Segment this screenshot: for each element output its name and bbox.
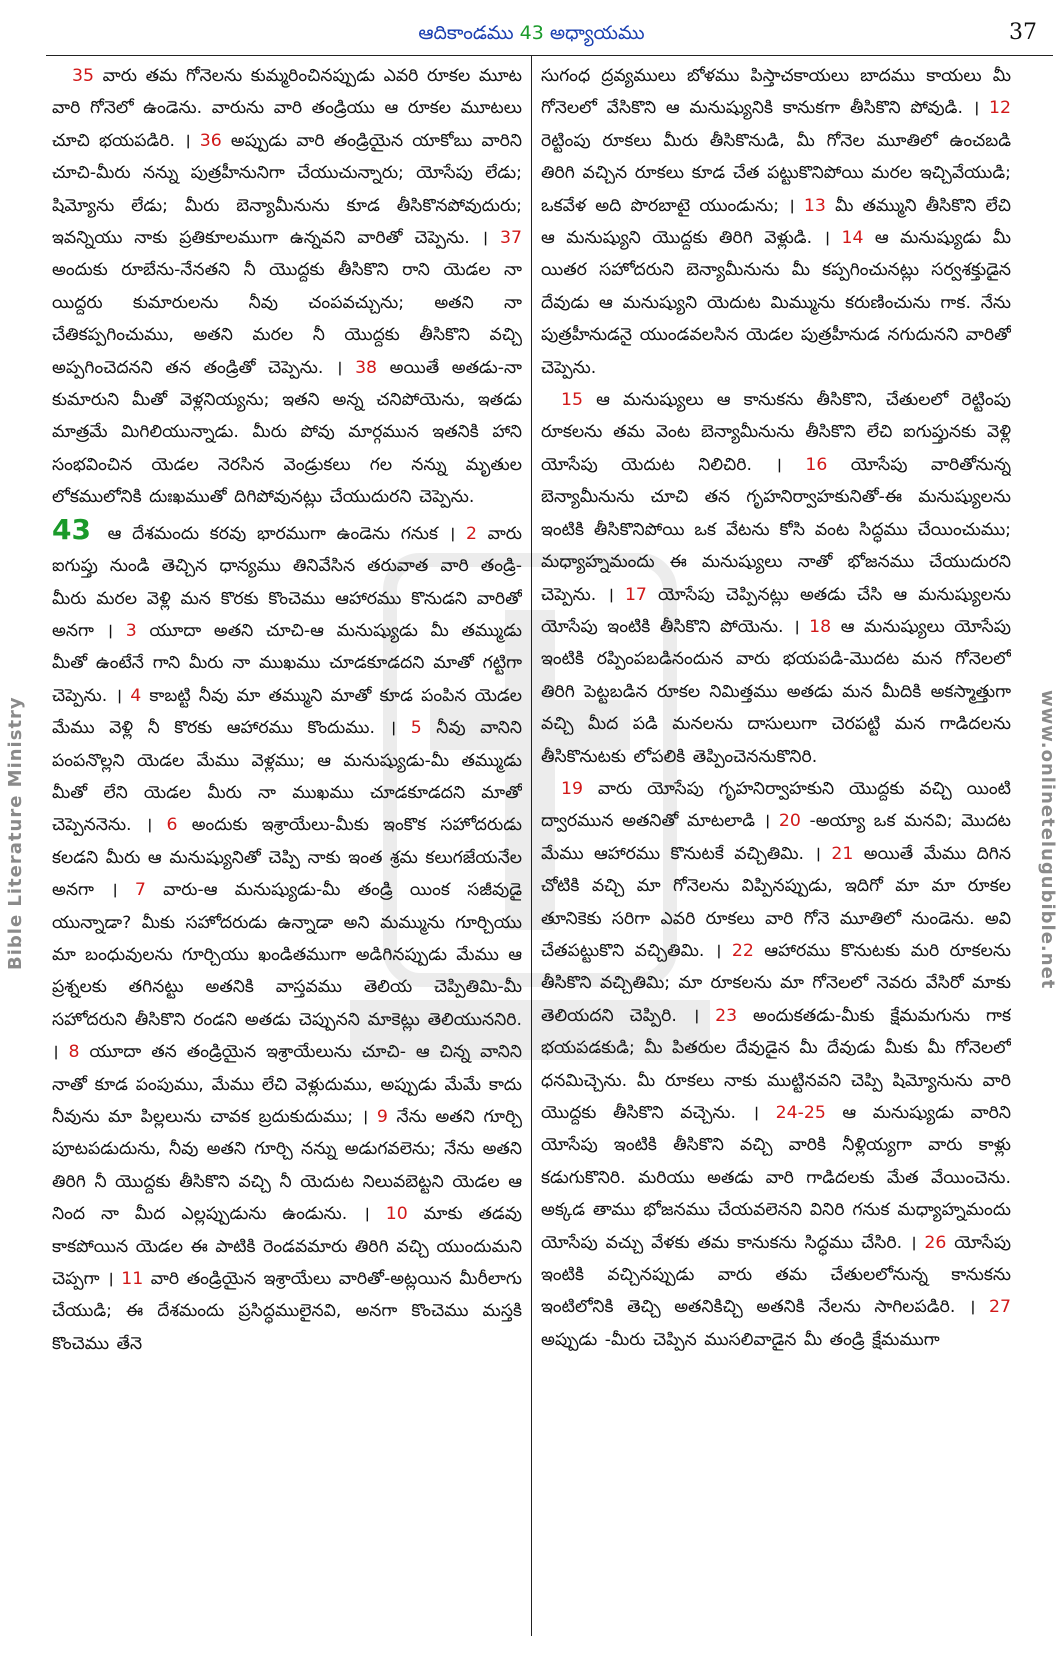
- verse-text: యూదా అతని చూచి-ఆ మనుష్యుడు మీ తమ్ముడు మీతో ఉంటేనే గాని మీరు నా ముఖము చూడకూడదని మాతో గట్టిగా చెప్పెను. ।: [52, 620, 522, 706]
- side-ministry-text: Bible Literature Ministry: [5, 696, 26, 970]
- book-title: ఆదికాండము: [418, 22, 514, 44]
- verse-text: యోసేపు వారితోనున్న బెన్యామీనును చూచి తన గృహనిర్వాహకునితో-ఈ మనుష్యులను ఇంటికి తీసికొనిపోయి ఒక వేటను కోసి వంట సిద్ధము చేయించుము; మధ్యాహ్నమందు ఈ మనుష్యులు నాతో భోజనము చేయుదురని చెప్పెను. ।: [541, 454, 1011, 605]
- verse-number: 17: [624, 584, 647, 605]
- verse-text: అప్పుడు వారి తండ్రియైన యాకోబు వారిని చూచి-మీరు నన్ను పుత్రహీనునిగా చేయుచున్నారు; యోసేపు లేడు; షిమ్యోను లేడు; మీరు బెన్యామీనును కూడ తీసికొనపోవుదురు; ఇవన్నియు నాకు ప్రతికూలముగా ఉన్నవని వారితో చెప్పెను. ।: [52, 130, 522, 249]
- verse-text: అప్పుడు -మీరు చెప్పిన ముసలివాడైన మీ తండ్రి క్షేమముగా: [541, 1329, 940, 1350]
- verse-number: 35: [72, 66, 94, 86]
- verse-text: నేను అతని గూర్చి పూటపడుదును, నీవు అతని గూర్చి నన్ను అడుగవలెను; నేను అతని తిరిగి నీ యొద్దకు తీసికొని వచ్చి నీ యెదుట నిలువబెట్టని యెడల ఆ నింద నా మీద ఎల్లప్పుడును ఉండును. ।: [52, 1107, 522, 1225]
- verse-number: 22: [731, 940, 754, 961]
- verse-number: 37: [500, 228, 522, 249]
- verse-text: అందుకు రూబేను-నేనతని నీ యొద్దకు తీసికొని రాని యెడల నా యిద్దరు కుమారులను నీవు చంపవచ్చును; అతని నా చేతికప్పగించుము, అతని మరల నీ యొద్దకు తీసికొని వచ్చి అప్పగించెదనని తన తండ్రితో చెప్పెను. ।: [52, 260, 522, 378]
- verse-text: మీ తమ్ముని తీసికొని లేచి ఆ మనుష్యుని యొద్దకు తిరిగి వెళ్లుడి. ।: [541, 195, 1011, 249]
- verse-number: 11: [121, 1269, 144, 1290]
- verse-text: యోసేపు చెప్పినట్లు అతడు చేసి ఆ మనుష్యులను యోసేపు ఇంటికి తీసికొని పోయెను. ।: [541, 584, 1011, 637]
- right-column: [541, 60, 1011, 1645]
- running-title: [0, 22, 1063, 49]
- verse-number: 6: [166, 815, 178, 836]
- verse-number: 27: [989, 1297, 1011, 1318]
- verse-text: అయితే అతడు-నా కుమారుని మీతో వెళ్లనియ్యను; ఇతని అన్న చనిపోయెను, ఇతడు మాత్రమే మిగిలియున్నాడు. మీరు పోవు మార్గమున ఇతనికి హాని సంభవించిన యెడల నెరసిన వెండ్రుకలు గల నన్ను మృతుల లోకములోనికి దుఃఖముతో దిగిపోవునట్లు చేయుదురని చెప్పెను.: [52, 357, 522, 508]
- verse-text: నీవు వానిని పంపనొల్లని యెడల మేము వెళ్లము; ఆ మనుష్యుడు-మీ తమ్ముడు మీతో లేని యెడల మీరు నా ముఖము చూడకూడదని మాతో చెప్పెననెను. ।: [52, 718, 522, 836]
- verse-text: వారు-ఆ మనుష్యుడు-మీ తండ్రి యింక సజీవుడై యున్నాడా? మీకు సహోదరుడు ఉన్నాడా అని మమ్మును గూర్చియు మా బంధువులను గూర్చియు ఖండితముగా అడిగినప్పుడు మేము ఆ ప్రశ్నలకు తగినట్టు అతనికి వాస్తవము తెలియ చెప్పితిమి-మీ సహోదరుని తీసికొని రండని అతడు చెప్పునని మాకెట్లు తెలియుననిరి. ।: [52, 880, 522, 1063]
- paragraph: [541, 773, 1011, 1356]
- verse-text: ఆహారము కొనుటకు మరి రూకలను తీసికొని వచ్చితిమి; మా రూకలను మా గోనెలలో నెవరు వేసిరో మాకు తెలియదని చెప్పిరి. ।: [541, 940, 1011, 1026]
- header-rule: [46, 55, 1053, 56]
- verse-text: వారు తమ గోనెలను కుమ్మరించినప్పుడు ఎవరి రూకల మూట వారి గోనెలో ఉండెను. వారును వారి తండ్రియు ఆ రూకల మూటలు చూచి భయపడిరి. ।: [52, 66, 522, 151]
- verse-text: వారి తండ్రియైన ఇశ్రాయేలు వారితో-అట్లయిన మీరీలాగు చేయుడి; ఈ దేశమందు ప్రసిద్ధములైనవి, అనగా కొంచెము మస్తకి కొంచెము తేనె: [52, 1269, 522, 1354]
- verse-number: 3: [125, 620, 137, 641]
- verse-number: 10: [385, 1204, 408, 1225]
- side-website-text: www.onlinetelugubible.net: [1037, 690, 1058, 990]
- chapter-word: అధ్యాయము: [549, 22, 645, 44]
- verse-number: 5: [410, 718, 422, 739]
- verse-text: -అయ్యా ఒక మనవి; మొదట మేము ఆహారము కొనుటకే వచ్చితిమి. ।: [541, 811, 1011, 864]
- verse-text: యోసేపు ఇంటికి వచ్చినప్పుడు వారు తమ చేతులలోనున్న కానుకను ఇంటిలోనికి తెచ్చి అతనికిచ్చి అతనికి నేలను సాగిలపడిరి. ।: [541, 1232, 1011, 1318]
- verse-text: ఆ మనుష్యుడు వారిని యోసేపు ఇంటికి తీసికొని వచ్చి వారికి నీళ్లియ్యగా వారు కాళ్లు కడుగుకొనిరి. మరియు అతడు వారి గాడిదలకు మేత వేయించెను. అక్కడ తాము భోజనము చేయవలెనని వినిరి గనుక మధ్యాహ్నమందు యోసేపు వచ్చు వేళకు తమ కానుకను సిద్ధము చేసిరి. ।: [541, 1103, 1011, 1253]
- verse-number: 23: [715, 1005, 738, 1026]
- verse-number: 24-25: [775, 1103, 826, 1123]
- verse-number: 19: [561, 778, 583, 799]
- paragraph: [541, 60, 1011, 384]
- page-header: [0, 0, 1063, 62]
- verse-text: అయితే మేము దిగిన చోటికి వచ్చి మా గోనెలను విప్పినప్పుడు, ఇదిగో మా మా రూకల తూనికెకు సరిగా ఎవరి రూకలు వారి గోనె మూతిలో నుండెను. అవి చేతపట్టుకొని వచ్చితిమి. ।: [541, 843, 1011, 961]
- verse-number: 21: [831, 843, 854, 864]
- verse-number: 4: [130, 685, 142, 706]
- chapter-number: 43: [519, 22, 544, 44]
- verse-number: 15: [561, 390, 583, 411]
- page-number: 37: [1009, 20, 1037, 45]
- verse-number: 18: [809, 616, 832, 637]
- verse-text: సుగంధ ద్రవ్యములు బోళము పిస్తాచకాయలు బాదము కాయలు మీ గోనెలలో వేసికొని ఆ మనుష్యునికి కానుకగా తీసికొని పోవుడి. ।: [541, 66, 1011, 119]
- verse-text: వారు ఐగుప్తు నుండి తెచ్చిన ధాన్యము తినివేసిన తరువాత వారి తండ్రి-మీరు మరల వెళ్లి మన కొరకు కొంచెము ఆహారము కొనుడని వారితో అనగా ।: [52, 523, 522, 641]
- verse-text: యూదా తన తండ్రియైన ఇశ్రాయేలును చూచి- ఆ చిన్న వానిని నాతో కూడ పంపుము, మేము లేచి వెళ్లుదుము, అప్పుడు మేమే కాదు నీవును మా పిల్లలును చావక బ్రదుకుదుము; ।: [52, 1042, 522, 1127]
- verse-text: వారు యోసేపు గృహనిర్వాహకుని యొద్దకు వచ్చి యింటి ద్వారమున అతనితో మాటలాడి ।: [541, 778, 1011, 832]
- verse-text: మాకు తడవు కాకపోయిన యెడల ఈ పాటికి రెండవమారు తిరిగి వచ్చి యుందుమని చెప్పగా ।: [52, 1204, 522, 1290]
- paragraph: [52, 514, 522, 1361]
- verse-number: 38: [355, 357, 378, 378]
- verse-text: రెట్టింపు రూకలు మీరు తీసికొనుడి, మీ గోనెల మూతిలో ఉంచబడి తిరిగి వచ్చిన రూకలు కూడ చేత పట్టుకొనిపోయి మరల ఇచ్చివేయుడి; ఒకవేళ అది పొరబాటై యుండును; ।: [541, 130, 1011, 216]
- column-divider: [531, 56, 532, 1636]
- verse-number: 20: [778, 811, 801, 832]
- verse-text: ఆ మనుష్యులు యోసేపు ఇంటికి రప్పింపబడినందున వారు భయపడి-మొదట మన గోనెలలో తిరిగి పెట్టబడిన రూకల నిమిత్తము అతడు మన మీదికి అకస్మాత్తుగా వచ్చి మీద పడి మనలను దాసులుగా చెరపట్టి మన గాడిదలను తీసికొనుటకు లోపలికి తెప్పించెననుకొనిరి.: [541, 616, 1011, 767]
- verse-number: 9: [376, 1107, 388, 1127]
- verse-number: 8: [68, 1042, 80, 1063]
- verse-text: అందుకతడు-మీకు క్షేమమగును గాక భయపడకుడి; మీ పితరుల దేవుడైన మీ దేవుడు మీకు మీ గోనెలలో ధనమిచ్చెను. మీ రూకలు నాకు ముట్టినవని చెప్పి షిమ్యోనును వారి యొద్దకు తీసికొని వచ్చెను. ।: [541, 1005, 1011, 1123]
- verse-number: 36: [199, 130, 222, 151]
- paragraph: [541, 384, 1011, 773]
- verse-number: 13: [803, 195, 826, 216]
- verse-text: ఆ మనుష్యులు ఆ కానుకను తీసికొని, చేతులలో రెట్టింపు రూకలను తమ వెంట బెన్యామీనును తీసికొని లేచి ఐగుప్తునకు వెళ్లి యోసేపు యెదుట నిలిచిరి. ।: [541, 390, 1011, 475]
- verse-number: 7: [134, 880, 146, 901]
- verse-number: 26: [924, 1232, 947, 1253]
- paragraph: [52, 60, 522, 514]
- verse-text: ఆ మనుష్యుడు మీ యితర సహోదరుని బెన్యామీనును మీ కప్పగించునట్లు సర్వశక్తుడైన దేవుడు ఆ మనుష్యుని యెదుట మిమ్మును కరుణించును గాక. నేను పుత్రహీనుడనై యుండవలసిన యెడల పుత్రహీనుడ నగుదునని వారితో చెప్పెను.: [541, 228, 1011, 378]
- chapter-start-number: 43: [52, 512, 91, 546]
- verse-number: 16: [805, 454, 828, 475]
- verse-text: కాబట్టి నీవు మా తమ్ముని మాతో కూడ పంపిన యెడల మేము వెళ్లి నీ కొరకు ఆహారము కొందుము. ।: [52, 685, 522, 739]
- left-column: [52, 60, 522, 1645]
- verse-number: 12: [989, 98, 1011, 119]
- verse-number: 14: [841, 228, 864, 249]
- verse-text: అందుకు ఇశ్రాయేలు-మీకు ఇంకొక సహోదరుడు కలడని మీరు ఆ మనుష్యునితో చెప్పి నాకు ఇంత శ్రమ కలుగజేయనేల అనగా ।: [52, 815, 522, 901]
- verse-text: ఆ దేశమందు కరవు భారముగా ఉండెను గనుక ।: [96, 523, 466, 544]
- verse-number: 2: [465, 523, 477, 544]
